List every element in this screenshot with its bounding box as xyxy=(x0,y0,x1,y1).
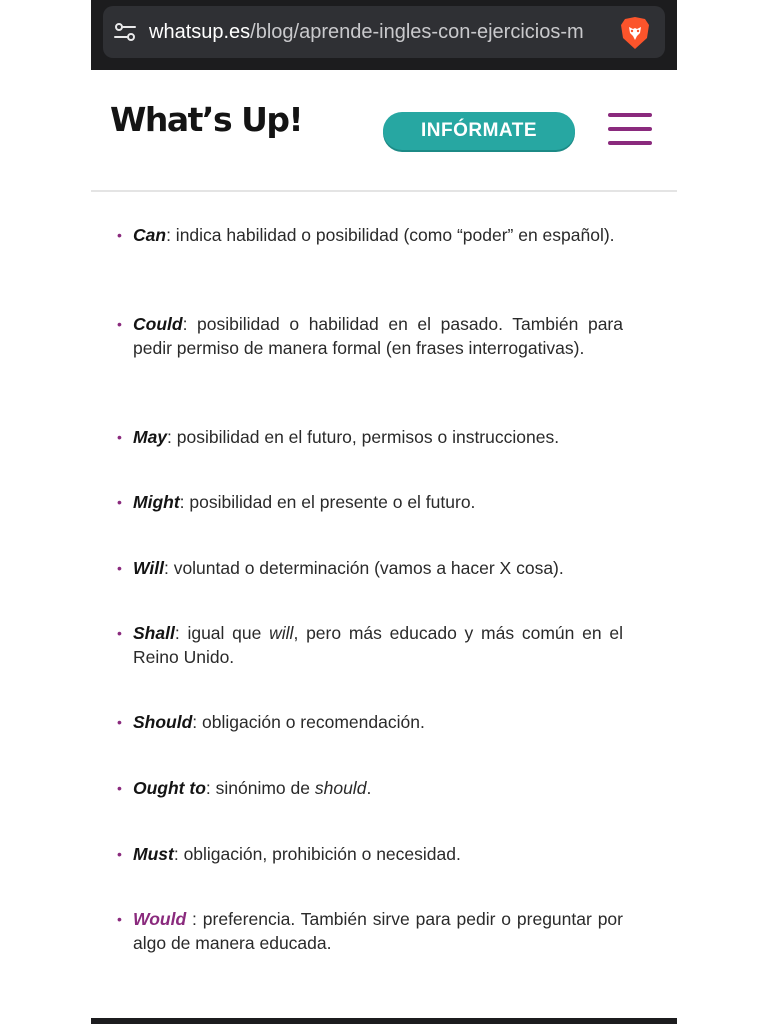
definition: indica habilidad o posibilidad (como “poder” en español). xyxy=(170,225,615,245)
term: Ought to xyxy=(133,778,206,798)
bottom-edge xyxy=(91,1018,677,1024)
list-item-might xyxy=(117,491,623,515)
list-item-should xyxy=(117,711,623,735)
brave-shield-icon[interactable] xyxy=(619,16,651,50)
phone-frame xyxy=(91,0,677,1024)
url-text[interactable] xyxy=(149,19,609,45)
definition: preferencia. También sirve para pedir o preguntar por algo de manera educada. xyxy=(133,909,623,953)
term: Might xyxy=(133,492,180,512)
separator: : xyxy=(166,225,171,245)
separator: : xyxy=(173,844,179,864)
list-item-can xyxy=(117,224,623,248)
bullet: • xyxy=(117,316,122,332)
hamburger-menu-icon[interactable] xyxy=(608,113,652,147)
emphasis: should xyxy=(314,778,367,798)
definition-rest: . xyxy=(366,778,372,798)
term: Could xyxy=(133,314,183,334)
separator: : xyxy=(182,314,188,334)
definition: obligación, prohibición o necesidad. xyxy=(178,844,461,864)
definition-rest: , pero más educado y más común en el Reino Unido. xyxy=(133,623,623,667)
term: Will xyxy=(133,558,164,578)
list-item-must xyxy=(117,843,623,867)
definition: sinónimo de xyxy=(210,778,315,798)
list-item-shall xyxy=(117,622,623,669)
emphasis: will xyxy=(269,623,294,643)
definition: posibilidad en el futuro, permisos o instrucciones. xyxy=(171,427,560,447)
term: Must xyxy=(133,844,174,864)
bullet: • xyxy=(117,429,122,445)
site-logo[interactable]: What’s Up! xyxy=(110,100,303,139)
separator: : xyxy=(205,778,211,798)
bullet: • xyxy=(117,560,122,576)
list-item-could xyxy=(117,313,623,360)
definition: posibilidad en el presente o el futuro. xyxy=(184,492,476,512)
bullet: • xyxy=(117,780,122,796)
address-bar[interactable] xyxy=(103,6,665,58)
separator: : xyxy=(167,427,172,447)
term: May xyxy=(133,427,168,447)
term: Shall xyxy=(133,623,175,643)
list-item-may xyxy=(117,426,623,450)
url-path: /blog/aprende-ingles-con-ejercicios-m xyxy=(250,21,584,43)
definition: igual que xyxy=(179,623,270,643)
bullet: • xyxy=(117,625,122,641)
term: Would xyxy=(133,909,187,929)
bullet: • xyxy=(117,494,122,510)
informate-button[interactable]: INFÓRMATE xyxy=(383,112,575,150)
bullet: • xyxy=(117,714,122,730)
separator: : xyxy=(163,558,169,578)
bullet: • xyxy=(117,846,122,862)
separator: : xyxy=(174,623,180,643)
definition: posibilidad o habilidad en el pasado. También para pedir permiso de manera formal (en frases interrogativas). xyxy=(133,314,623,358)
site-header xyxy=(91,70,677,192)
browser-toolbar xyxy=(91,0,677,70)
separator: : xyxy=(192,712,198,732)
url-domain: whatsup.es xyxy=(149,21,251,43)
list-item-will xyxy=(117,557,623,581)
bullet: • xyxy=(117,227,122,243)
site-settings-icon[interactable] xyxy=(113,20,137,44)
term: Should xyxy=(133,712,193,732)
list-item-would xyxy=(117,908,623,955)
definition: obligación o recomendación. xyxy=(197,712,425,732)
modal-verbs-list xyxy=(91,192,677,1018)
bullet: • xyxy=(117,911,122,927)
term: Can xyxy=(133,225,167,245)
separator: : xyxy=(179,492,185,512)
list-item-ought-to xyxy=(117,777,623,801)
separator: : xyxy=(186,909,197,929)
definition: voluntad o determinación (vamos a hacer X cosa). xyxy=(168,558,564,578)
